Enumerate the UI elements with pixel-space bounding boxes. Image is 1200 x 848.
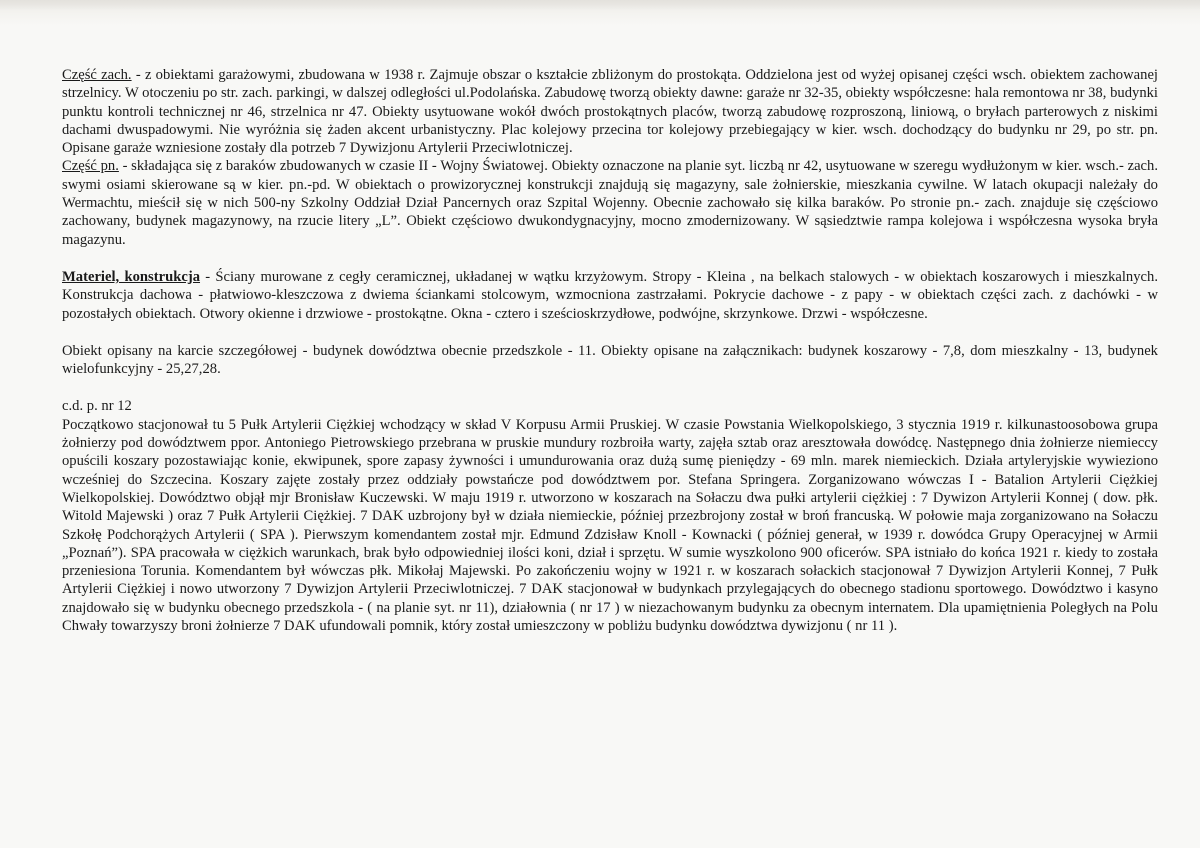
paragraph-materials [62,268,1158,323]
spacer [62,323,1158,342]
text-west-part: - z obiektami garażowymi, zbudowana w 1938 r. Zajmuje obszar o kształcie zbliżonym do prostokąta. Oddzielona jest od wyżej opisanej części wsch. obiektem zachowanej strzelnicy. W otoczeniu po str. zach. parkingi, w dalszej odległości ul.Podolańska. Zabudowę tworzą obiekty dawne: garaże nr 32-35, obiekty współczesne: hala remontowa nr 38, budynki punktu kontroli technicznej nr 46, strzelnica nr 47. Obiekty usytuowane wokół dwóch prostokątnych placów, tworzą zabudowę rozproszoną, liniową, o bryłach parterowych z niskimi dachami dwuspadowymi. Nie wyróżnia się żaden akcent urbanistyczny. Plac kolejowy przecina tor kolejowy przebiegający w kier. wsch. dochodzący do budynku nr 29, po str. pn. Opisane garaże wzniesione zostały dla potrzeb 7 Dywizjonu Artylerii Przeciwlotniczej. [62,67,1159,157]
paragraph-history [62,416,1158,636]
heading-north-part: Część pn. [62,158,119,175]
heading-materials: Materiel, konstrukcja [62,268,201,285]
paragraph-west-part [62,66,1158,157]
text-materials: - Ściany murowane z cegły ceramicznej, układanej w wątku krzyżowym. Stropy - Kleina , na belkach stalowych - w obiektach koszarowych i mieszkalnych. Konstrukcja dachowa - płatwiowo-kleszczowa z dwiema ściankami stolcowym, wzmocniona zastrzałami. Pokrycie dachowe - z papy - w obiektach części zach. z dachówki - w pozostałych obiektach. Otwory okienne i drzwiowe - prostokątne. Okna - cztero i sześcioskrzydłowe, podwójne, skrzynkowe. Drzwi - współczesne. [62,268,1158,322]
document-body [62,66,1158,635]
spacer [62,378,1158,397]
scan-edge-shadow [0,0,1200,10]
text-history: Początkowo stacjonował tu 5 Pułk Artylerii Ciężkiej wchodzący w skład V Korpusu Armii Pruskiej. W czasie Powstania Wielkopolskiego, 3 stycznia 1919 r. kilkunastoosobowa grupa żołnierzy pod dowództwem ppor. Antoniego Pietrowskiego przebrana w pruskie mundury rozbroiła warty, zajęła sztab oraz aresztowała dowódcę. Następnego dnia żołnierze niemieccy opuścili koszary pozostawiając konie, ekwipunek, spore zapasy żywności i umundurowania oraz dużą sumę pieniędzy - 69 mln. marek niemieckich. Działa artyleryjskie wywieziono wcześniej do Szczecina. Koszary zajęte zostały przez oddziały powstańcze pod dowództwem por. Stefana Springera. Zorganizowano wówczas I - Batalion Artylerii Ciężkiej Wielkopolskiej. Dowództwo objął mjr Bronisław Kuczewski. W maju 1919 r. utworzono w koszarach na Sołaczu dwa pułki artylerii ciężkiej : 7 Dywizon Artylerii Konnej ( dow. płk. Witold Majewski ) oraz 7 Pułk Artylerii Ciężkiej. 7 DAK uzbrojony był w działa niemieckie, później przezbrojony został w broń francuską. W połowie maja zorganizowano na Sołaczu Szkołę Podchorążych Artylerii ( SPA ). Pierwszym komendantem został mjr. Edmund Zdzisław Knoll - Kownacki ( później generał, w 1939 r. dowódca Grupy Operacyjnej w Armii „Poznań”). SPA pracowała w ciężkich warunkach, brak było odpowiedniej ilości koni, dział i sprzętu. W sumie wyszkolono 900 oficerów. SPA istniało do końca 1921 r. kiedy to została przeniesiona Torunia. Komendantem był wówczas płk. Mikołaj Majewski. Po zakończeniu wojny w 1921 r. w koszarach sołackich stacjonował 7 Dywizjon Artylerii Konnej, 7 Pułk Artylerii Ciężkiej i nowo utworzony 7 Dywizjon Artylerii Przeciwlotniczej. 7 DAK stacjonował w budynkach przylegających do obecnego stadionu sportowego. Dowództwo i kasyno znajdowało się w budynku obecnego przedszkola - ( na planie syt. nr 11), działownia ( nr 17 ) w niezachowanym budynku za obecnym internatem. Dla upamiętnienia Poległych na Polu Chwały towarzyszy broni żołnierze 7 DAK ufundowali pomnik, który został umieszczony w pobliżu budynku dowództwa dywizjonu ( nr 11 ). [62,416,1158,635]
paragraph-described-objects [62,342,1158,379]
label-continuation: c.d. p. nr 12 [62,398,132,415]
spacer [62,249,1158,268]
heading-west-part: Część zach. [62,67,132,83]
paragraph-north-part [62,157,1158,248]
text-north-part: - składająca się z baraków zbudowanych w czasie II - Wojny Światowej. Obiekty oznaczone na planie syt. liczbą nr 42, usytuowane w szeregu wydłużonym w kier. wsch.- zach. swymi osiami skierowane są w kier. pn.-pd. W obiektach o prowizorycznej konstrukcji znajdują się magazyny, sale żołnierskie, mieszkania cywilne. W latach okupacji należały do Wermachtu, mieścił się w nich 500-ny Szkolny Oddział Dział Pancernych oraz Szpital Wojenny. Obecnie zachowało się kilka baraków. Po stronie pn.- zach. znajduje się częściowo zachowany, budynek magazynowy, na rzucie litery „L”. Obiekt częściowo dwukondygnacyjny, mocno zmodernizowany. W sąsiedztwie rampa kolejowa i współczesna wysoka bryła magazynu. [62,158,1159,248]
text-described-objects: Obiekt opisany na karcie szczegółowej - budynek dowództwa obecnie przedszkole - 11. Obiekty opisane na załącznikach: budynek koszarowy - 7,8, dom mieszkalny - 13, budynek wielofunkcyjny - 25,27,28. [62,342,1158,378]
